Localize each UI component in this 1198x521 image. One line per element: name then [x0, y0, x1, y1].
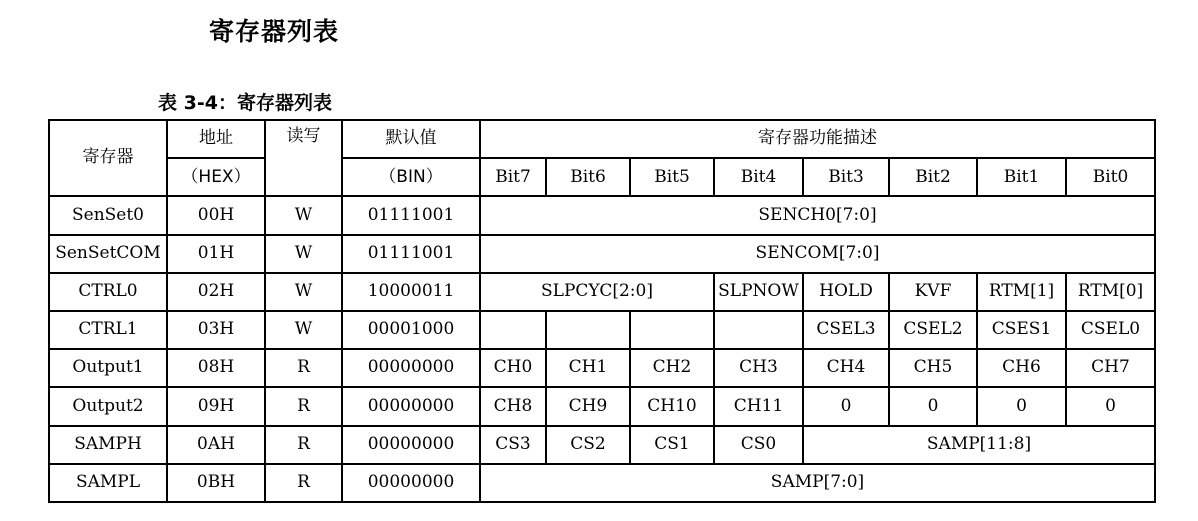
table-row [49, 196, 1155, 234]
header-bit0: Bit0 [1066, 158, 1155, 196]
table-row [49, 464, 1155, 502]
bit-field: CH8 [480, 387, 546, 425]
register-address: 0BH [167, 464, 265, 502]
register-name: CTRL0 [49, 273, 167, 311]
register-name: SenSetCOM [49, 235, 167, 273]
bit-field: CH6 [977, 349, 1066, 387]
bit-field: SENCOM[7:0] [480, 235, 1155, 273]
bit-field: CH4 [803, 349, 889, 387]
bit-field: CS2 [546, 426, 630, 464]
register-default: 00000000 [342, 426, 480, 464]
bit-field: CH5 [889, 349, 977, 387]
register-default: 00001000 [342, 311, 480, 349]
register-address: 01H [167, 235, 265, 273]
bit-field: 0 [889, 387, 977, 425]
register-rw: R [265, 349, 342, 387]
bit-field: 0 [803, 387, 889, 425]
bit-field: CSEL2 [889, 311, 977, 349]
bit-field: CH1 [546, 349, 630, 387]
bit-field: CSEL3 [803, 311, 889, 349]
register-address: 08H [167, 349, 265, 387]
register-rw: W [265, 311, 342, 349]
bit-field: CH11 [714, 387, 803, 425]
table-row [49, 349, 1155, 387]
header-register: 寄存器 [49, 120, 167, 196]
register-rw: W [265, 273, 342, 311]
header-rw: 读写 [265, 120, 342, 196]
register-default: 10000011 [342, 273, 480, 311]
bit-field: KVF [889, 273, 977, 311]
header-bit4: Bit4 [714, 158, 803, 196]
header-bit3: Bit3 [803, 158, 889, 196]
register-name: CTRL1 [49, 311, 167, 349]
table-row [49, 235, 1155, 273]
register-rw: W [265, 196, 342, 234]
bit-field: SAMP[7:0] [480, 464, 1155, 502]
header-address-unit: （HEX） [167, 158, 265, 196]
bit-field: CS1 [630, 426, 714, 464]
section-title: 寄存器列表 [209, 17, 340, 46]
bit-field: CH10 [630, 387, 714, 425]
bit-field: CS0 [714, 426, 803, 464]
register-rw: R [265, 426, 342, 464]
register-default: 00000000 [342, 349, 480, 387]
register-rw: R [265, 464, 342, 502]
bit-field [630, 311, 714, 349]
table-caption: 表 3-4：寄存器列表 [158, 92, 332, 114]
header-bit7: Bit7 [480, 158, 546, 196]
register-name: Output2 [49, 387, 167, 425]
bit-field [546, 311, 630, 349]
bit-field: HOLD [803, 273, 889, 311]
register-name: SenSet0 [49, 196, 167, 234]
bit-field: CH2 [630, 349, 714, 387]
bit-field: CH0 [480, 349, 546, 387]
bit-field [480, 311, 546, 349]
register-address: 02H [167, 273, 265, 311]
register-address: 0AH [167, 426, 265, 464]
table-row [49, 426, 1155, 464]
header-default: 默认值 [342, 120, 480, 158]
bit-field: RTM[1] [977, 273, 1066, 311]
bit-field [714, 311, 803, 349]
register-default: 00000000 [342, 387, 480, 425]
bit-field: CH7 [1066, 349, 1155, 387]
register-table [48, 119, 1156, 503]
table-row [49, 387, 1155, 425]
bit-field: CS3 [480, 426, 546, 464]
register-name: SAMPL [49, 464, 167, 502]
bit-field: RTM[0] [1066, 273, 1155, 311]
register-rw: W [265, 235, 342, 273]
bit-field: CSES1 [977, 311, 1066, 349]
header-row-bottom [49, 158, 1155, 196]
register-rw: R [265, 387, 342, 425]
header-bit2: Bit2 [889, 158, 977, 196]
header-bit6: Bit6 [546, 158, 630, 196]
header-row-top [49, 120, 1155, 158]
bit-field: CH9 [546, 387, 630, 425]
bit-field: 0 [977, 387, 1066, 425]
register-default: 01111001 [342, 196, 480, 234]
header-bit5: Bit5 [630, 158, 714, 196]
register-name: SAMPH [49, 426, 167, 464]
header-address: 地址 [167, 120, 265, 158]
header-default-unit: （BIN） [342, 158, 480, 196]
table-row [49, 311, 1155, 349]
register-default: 00000000 [342, 464, 480, 502]
register-default: 01111001 [342, 235, 480, 273]
bit-field: SLPCYC[2:0] [480, 273, 714, 311]
bit-field: CH3 [714, 349, 803, 387]
register-address: 00H [167, 196, 265, 234]
header-bit1: Bit1 [977, 158, 1066, 196]
bit-field: SAMP[11:8] [803, 426, 1155, 464]
register-address: 09H [167, 387, 265, 425]
register-address: 03H [167, 311, 265, 349]
header-description: 寄存器功能描述 [480, 120, 1155, 158]
bit-field: 0 [1066, 387, 1155, 425]
bit-field: SENCH0[7:0] [480, 196, 1155, 234]
bit-field: CSEL0 [1066, 311, 1155, 349]
register-name: Output1 [49, 349, 167, 387]
bit-field: SLPNOW [714, 273, 803, 311]
table-row [49, 273, 1155, 311]
